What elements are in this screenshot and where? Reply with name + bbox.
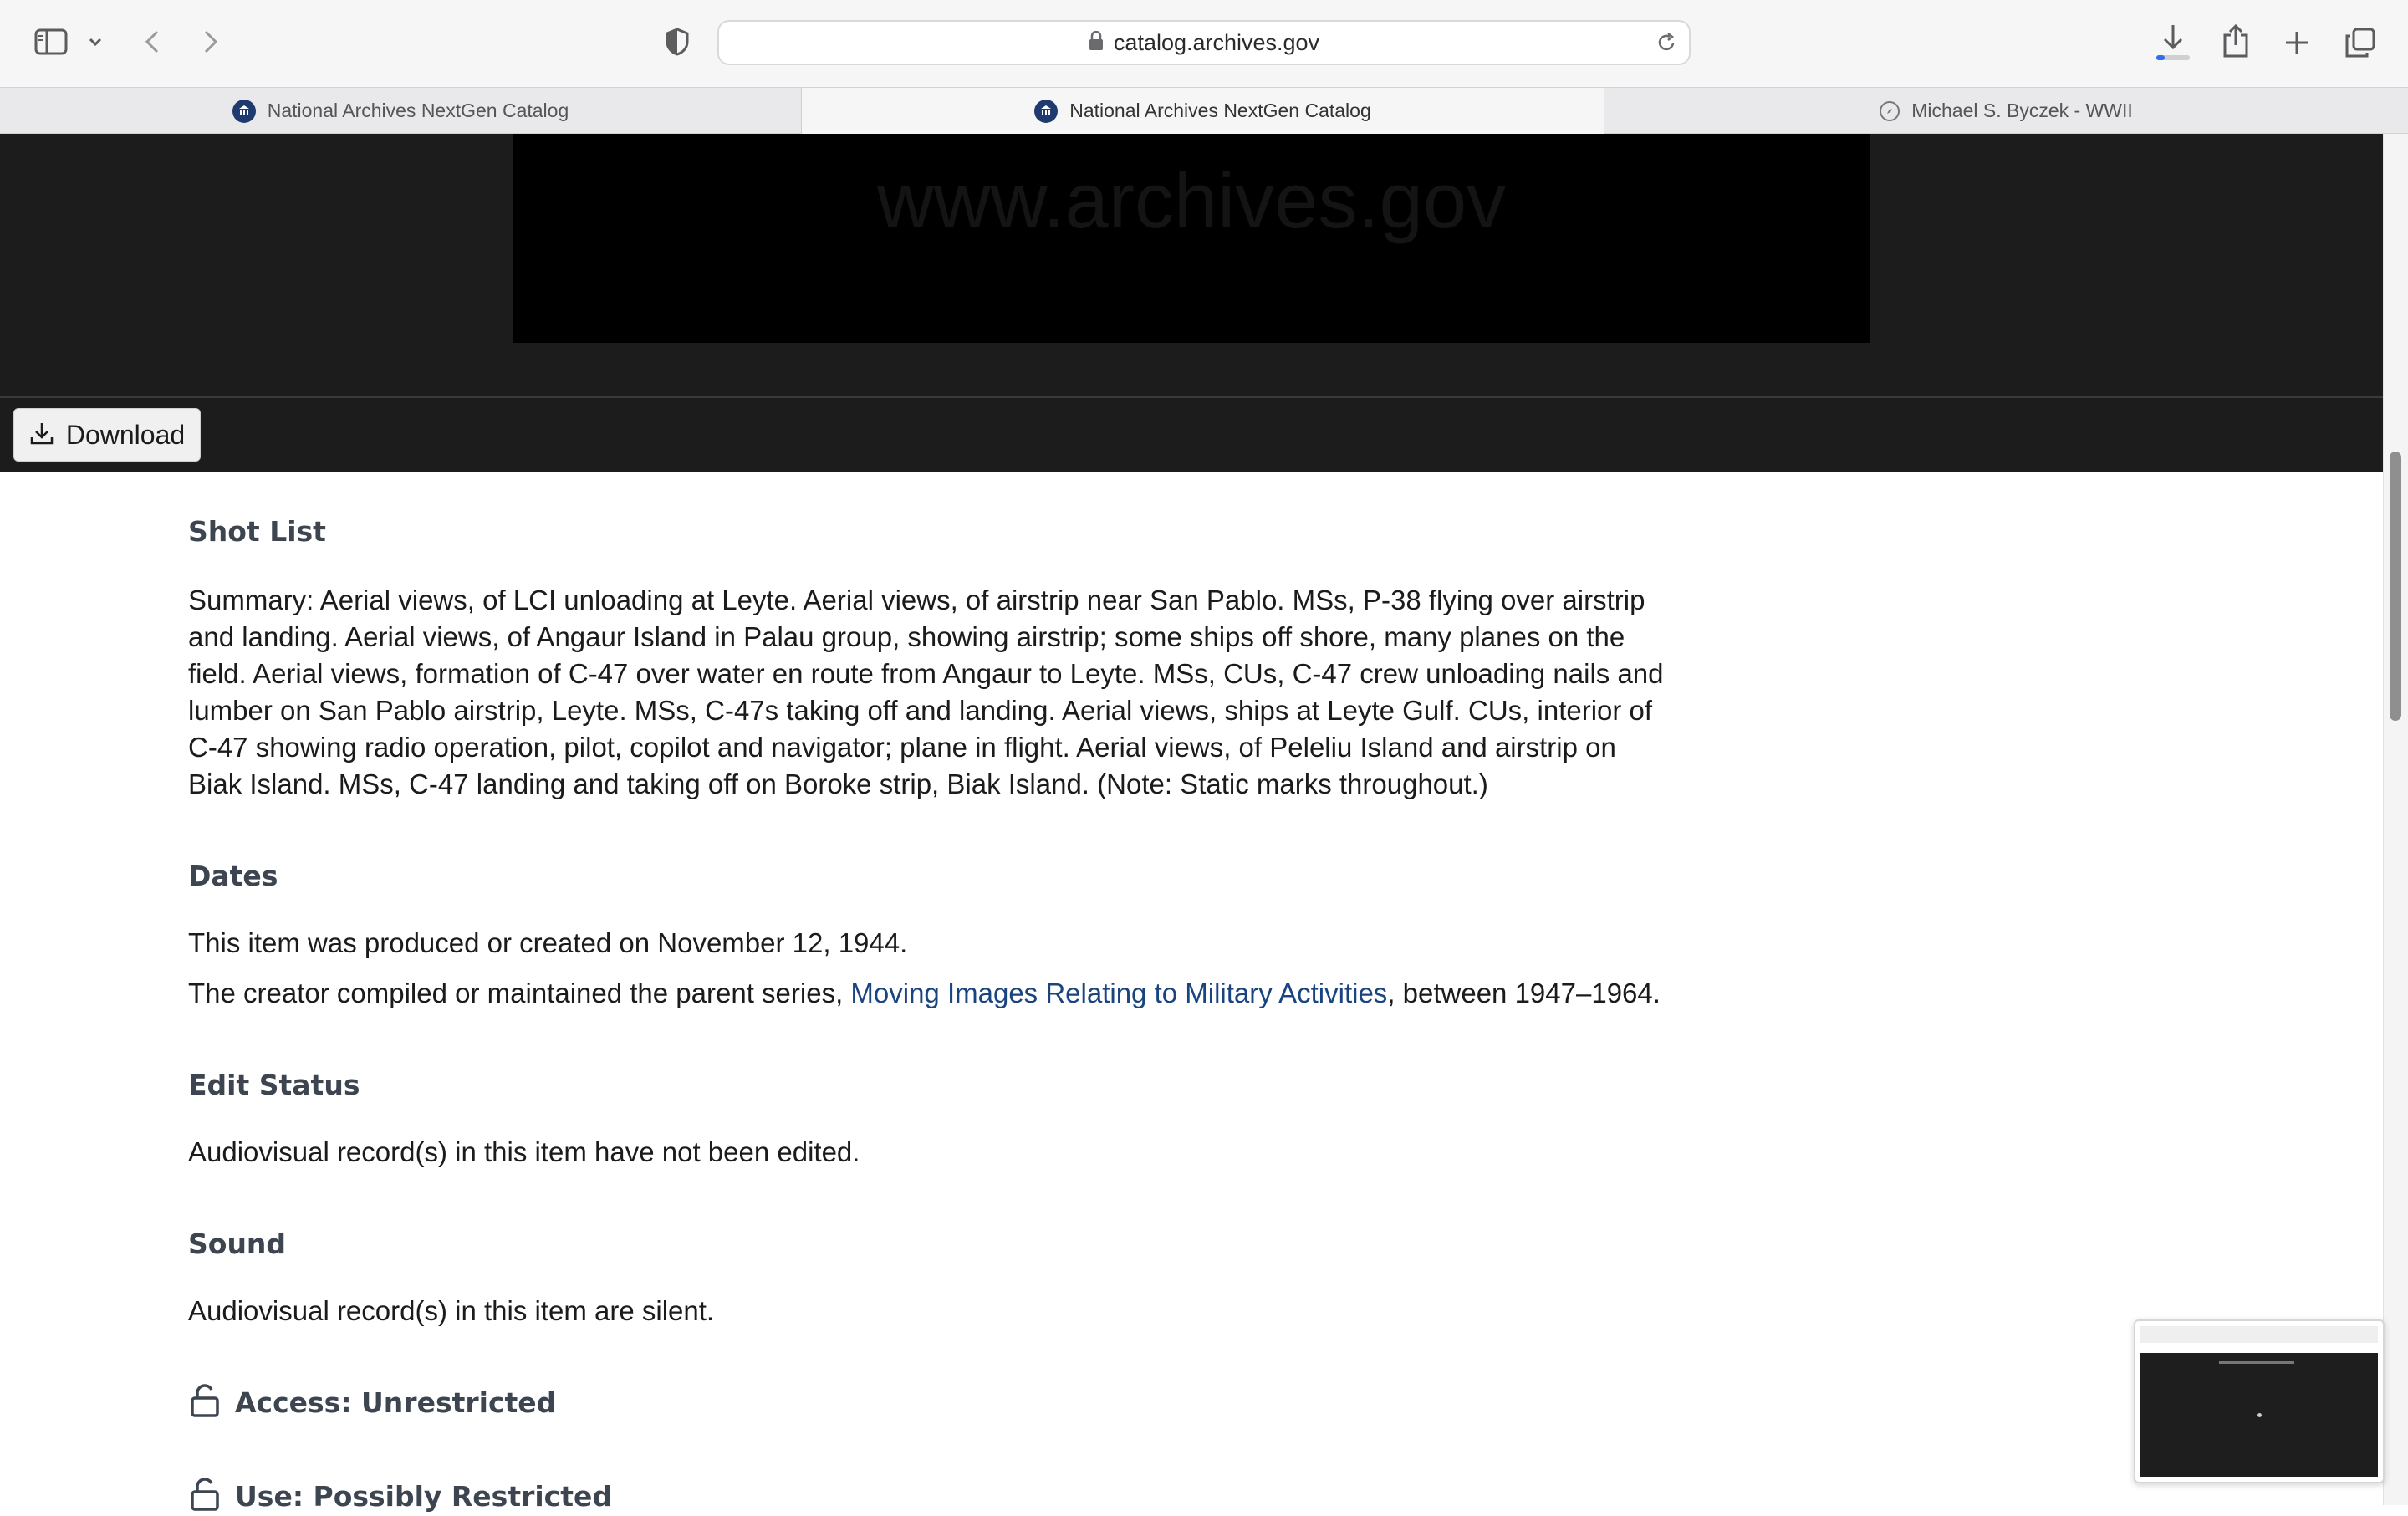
tab-national-archives-2[interactable] xyxy=(802,88,1604,134)
dates-series xyxy=(188,975,1661,1012)
archives-seal-icon xyxy=(232,100,256,123)
tab-national-archives-1[interactable] xyxy=(0,88,801,134)
use-row xyxy=(188,1477,612,1516)
tab-bar xyxy=(0,87,2408,134)
scrollbar-track[interactable] xyxy=(2383,134,2408,1505)
back-icon[interactable] xyxy=(139,25,166,59)
dates-heading: Dates xyxy=(188,860,278,892)
thumbnail-text-line xyxy=(2219,1361,2294,1364)
parent-series-link[interactable]: Moving Images Relating to Military Activities xyxy=(850,977,1388,1008)
sidebar-toggle-icon[interactable] xyxy=(32,25,70,59)
download-label: Download xyxy=(65,419,186,450)
lock-icon xyxy=(1089,31,1104,55)
address-bar[interactable] xyxy=(717,20,1691,65)
dates-produced: This item was produced or created on November 12, 1944. xyxy=(188,927,908,958)
use-heading: Use: Possibly Restricted xyxy=(235,1480,613,1513)
privacy-shield-icon[interactable] xyxy=(662,27,692,57)
edit-status-text: Audiovisual record(s) in this item have not been edited. xyxy=(188,1136,860,1167)
thumbnail-toolbar xyxy=(2140,1326,2378,1343)
unlock-icon xyxy=(188,1383,222,1422)
tab-title: National Archives NextGen Catalog xyxy=(267,100,569,121)
url-text: catalog.archives.gov xyxy=(1113,29,1320,55)
dates-series-prefix: The creator compiled or maintained the parent series, xyxy=(188,977,851,1008)
download-button[interactable] xyxy=(13,408,201,462)
forward-icon[interactable] xyxy=(197,25,224,59)
media-viewer xyxy=(0,134,2383,472)
tab-title: Michael S. Byczek - WWII xyxy=(1911,100,2133,121)
tab-title: National Archives NextGen Catalog xyxy=(1069,100,1371,121)
tab-michael-byczek[interactable] xyxy=(1604,88,2408,134)
download-icon xyxy=(29,421,54,450)
unlock-icon xyxy=(188,1477,222,1516)
sound-heading: Sound xyxy=(188,1228,287,1260)
scrollbar-thumb[interactable] xyxy=(2390,452,2401,721)
tab-overview-icon[interactable] xyxy=(2343,25,2378,60)
share-icon[interactable] xyxy=(2219,22,2252,60)
access-heading: Access: Unrestricted xyxy=(235,1386,557,1419)
shot-list-summary: Summary: Aerial views, of LCI unloading at Leyte. Aerial views, of airstrip near San Pablo. MSs, P-38 flying over airstrip and landing. Aerial views, of Angaur Island in Palau group, showing airstrip; some ships off shore, many planes on the field. Aerial views, formation of C-47 over water en route from Angaur to Leyte. MSs, CUs, C-47 crew unloading nails and lumber on San Pablo airstrip, Leyte. MSs, C-47s taking off and landing. Aerial views, ships at Leyte Gulf. CUs, interior of C-47 showing radio operation, pilot, copilot and navigator; plane in flight. Aerial views, of Peleliu Island and airstrip on Biak Island. MSs, C-47 landing and taking off on Boroke strip, Biak Island. (Note: Static marks throughout.) xyxy=(188,584,1664,799)
edit-status-heading: Edit Status xyxy=(188,1069,360,1101)
thumbnail-dot xyxy=(2258,1413,2262,1417)
new-tab-icon[interactable] xyxy=(2281,27,2313,59)
archives-seal-icon xyxy=(1034,100,1058,123)
reload-icon[interactable] xyxy=(1656,32,1677,58)
video-frame[interactable] xyxy=(513,134,1870,343)
screenshot-preview-thumbnail[interactable] xyxy=(2134,1319,2385,1483)
dates-series-suffix: , between 1947–1964. xyxy=(1387,977,1661,1008)
downloads-icon[interactable] xyxy=(2154,22,2192,64)
sound-text: Audiovisual record(s) in this item are silent. xyxy=(188,1295,715,1326)
viewer-divider xyxy=(0,396,2383,398)
compass-icon xyxy=(1880,101,1900,121)
video-watermark: www.archives.gov xyxy=(876,156,1507,244)
chevron-down-icon[interactable] xyxy=(85,32,105,52)
shot-list-heading: Shot List xyxy=(188,515,326,548)
access-row xyxy=(188,1383,556,1422)
browser-toolbar xyxy=(0,0,2408,87)
